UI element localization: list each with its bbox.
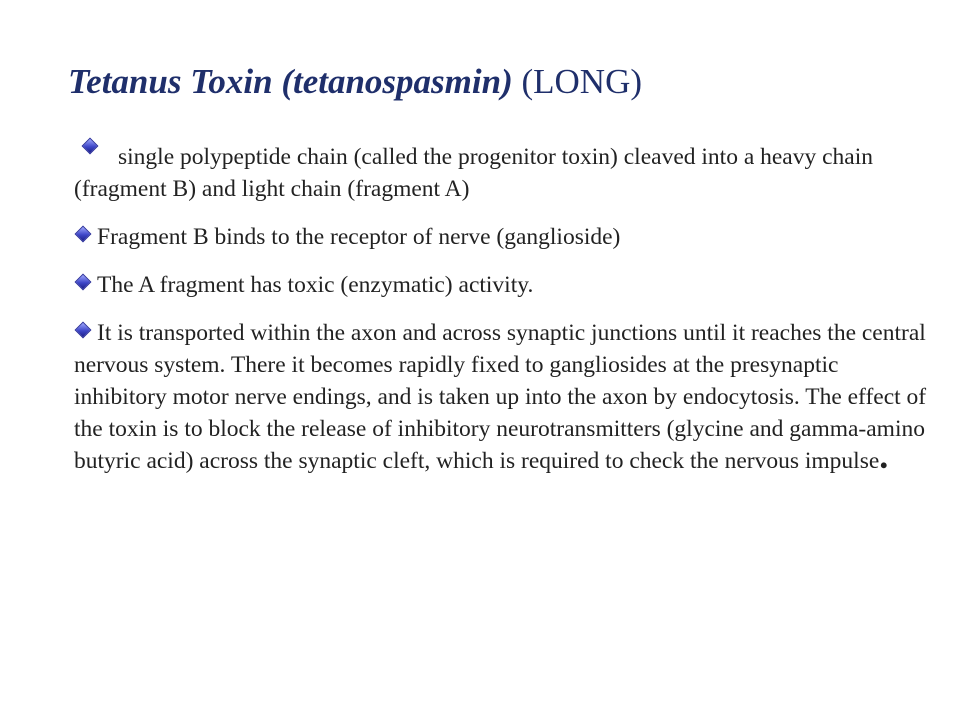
diamond-bullet-icon <box>75 274 92 291</box>
slide-title-main: Tetanus Toxin (tetanospasmin) <box>68 62 513 101</box>
diamond-bullet-icon <box>75 322 92 339</box>
bullet-item-fragment-b <box>74 221 934 253</box>
slide-title-suffix: (LONG) <box>512 62 643 101</box>
bullet-text: It is transported within the axon and across synaptic junctions until it reaches the central nervous system. There it becomes rapidly fixed to gangliosides at the presynaptic inhibitory motor nerve endings, and is taken up into the axon by endocytosis. The effect of the toxin is to block the release of inhibitory neurotransmitters (glycine and gamma-amino butyric acid) across the synaptic cleft, which is required to check the nervous impulse <box>74 320 927 474</box>
bullet-end-period: . <box>879 436 889 476</box>
bullet-text: The A fragment has toxic (enzymatic) activity. <box>97 272 534 298</box>
bullet-item-transport-mechanism <box>74 317 934 477</box>
bullet-text: Fragment B binds to the receptor of nerve (ganglioside) <box>97 224 621 250</box>
bullet-item-progenitor-toxin <box>74 140 934 205</box>
slide-title <box>68 60 642 104</box>
diamond-bullet-icon <box>75 226 92 243</box>
diamond-bullet-icon <box>82 138 99 155</box>
bullet-list <box>74 140 934 477</box>
bullet-text: single polypeptide chain (called the progenitor toxin) cleaved into a heavy chain (fragment B) and light chain (fragment A) <box>74 144 873 202</box>
bullet-item-fragment-a <box>74 269 934 301</box>
